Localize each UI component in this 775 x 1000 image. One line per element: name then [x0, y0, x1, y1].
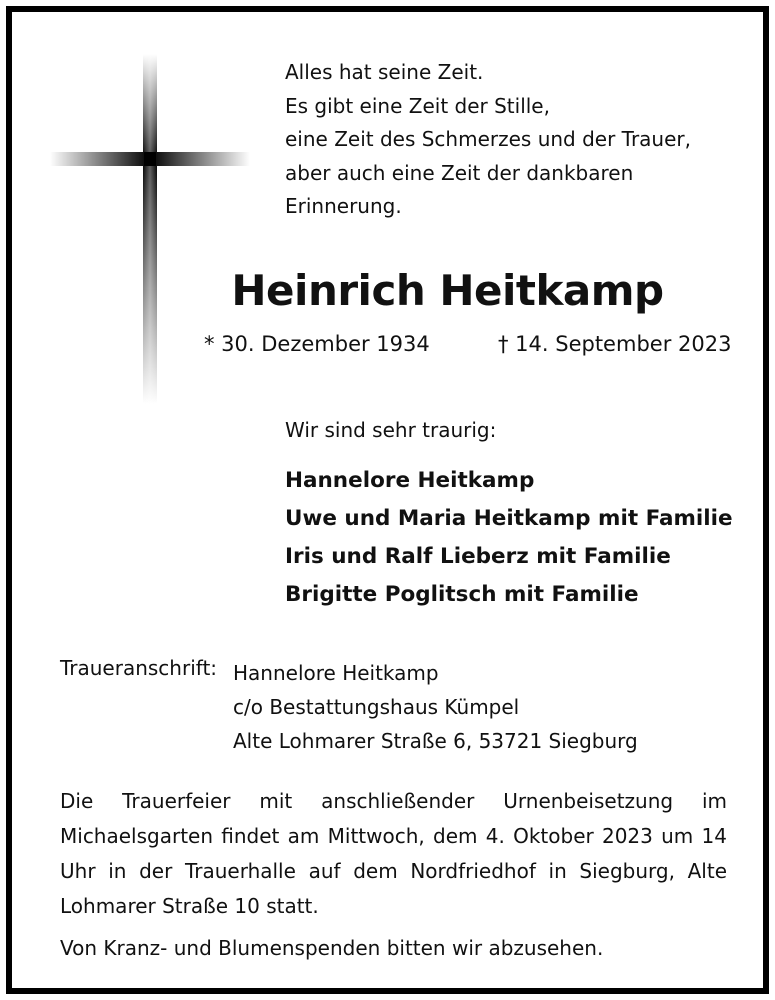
- birth-date: * 30. Dezember 1934: [204, 332, 430, 356]
- ceremony-line: Die Trauerfeier mit anschließender Urnenbeisetzung im: [60, 789, 727, 813]
- mourner-name: Uwe und Maria Heitkamp mit Familie: [285, 506, 733, 531]
- address-label: Traueranschrift:: [60, 656, 218, 680]
- address-block: [233, 656, 638, 758]
- address-line: Hannelore Heitkamp: [233, 661, 439, 685]
- poem-line: eine Zeit des Schmerzes und der Trauer,: [285, 127, 691, 151]
- death-date: † 14. September 2023: [498, 332, 732, 356]
- address-line: c/o Bestattungshaus Kümpel: [233, 695, 520, 719]
- mourner-name: Iris und Ralf Lieberz mit Familie: [285, 544, 671, 569]
- ceremony-line: Lohmarer Straße 10 statt.: [60, 894, 319, 918]
- mourner-name: Hannelore Heitkamp: [285, 468, 535, 493]
- obituary-frame: [6, 6, 769, 994]
- mourners-intro: Wir sind sehr traurig:: [285, 418, 497, 442]
- ceremony-text: [60, 784, 727, 924]
- deceased-name: Heinrich Heitkamp: [231, 266, 664, 315]
- mourner-name: Brigitte Poglitsch mit Familie: [285, 582, 639, 607]
- address-line: Alte Lohmarer Straße 6, 53721 Siegburg: [233, 729, 638, 753]
- poem-line: Erinnerung.: [285, 194, 402, 218]
- ceremony-line: Uhr in der Trauerhalle auf dem Nordfriedhof in Siegburg, Alte: [60, 859, 727, 883]
- poem-line: Es gibt eine Zeit der Stille,: [285, 93, 550, 118]
- mourners-list: [285, 462, 733, 614]
- ceremony-line: Michaelsgarten findet am Mittwoch, dem 4. Oktober 2023 um 14: [60, 824, 727, 848]
- poem: [285, 56, 691, 224]
- poem-line: Alles hat seine Zeit.: [285, 60, 484, 84]
- flowers-note: Von Kranz- und Blumenspenden bitten wir abzusehen.: [60, 936, 604, 960]
- poem-line: aber auch eine Zeit der dankbaren: [285, 160, 634, 185]
